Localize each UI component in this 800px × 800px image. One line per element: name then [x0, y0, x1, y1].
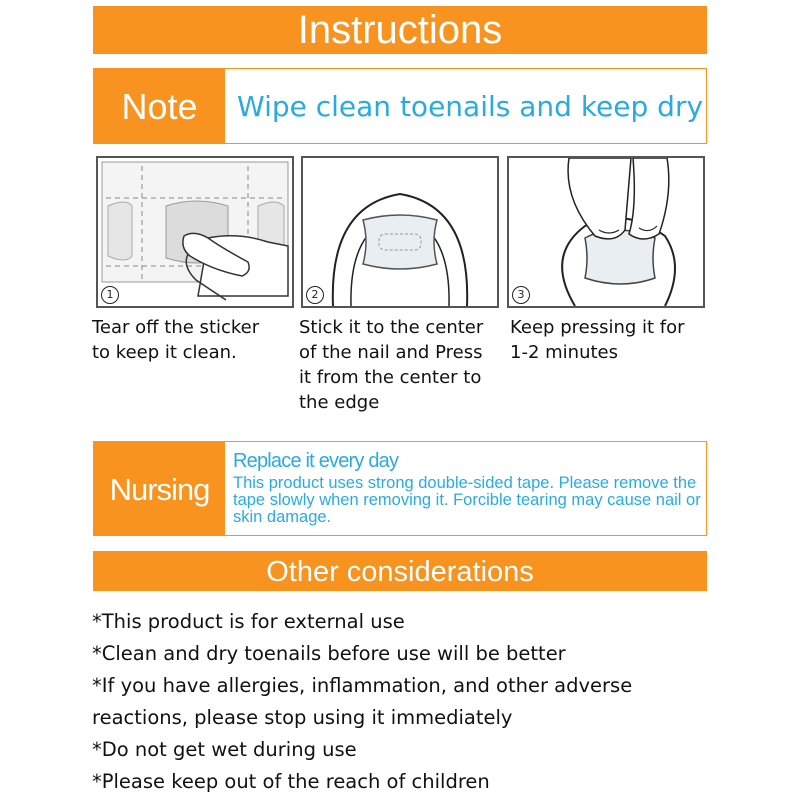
step-2-text: Stick it to the center of the nail and Press it from the center to the edge [299, 317, 484, 413]
step-1-text: Tear off the sticker to keep it clean. [92, 317, 260, 363]
list-item: *Please keep out of the reach of children [92, 770, 490, 793]
step-number-badge: 2 [306, 286, 324, 304]
step-number-badge: 3 [512, 286, 530, 304]
nursing-heading: Replace it every day [233, 450, 399, 472]
other-considerations-title: Other considerations [93, 551, 707, 591]
list-item: *Do not get wet during use [92, 738, 357, 761]
note-label: Note [94, 69, 225, 143]
step-1-illustration [96, 156, 294, 308]
list-item: *This product is for external use [92, 610, 405, 633]
toe-nail-illustration [303, 158, 497, 306]
tear-sticker-illustration [98, 158, 292, 306]
nursing-body: This product uses strong double-sided tape. Please remove the tape slowly when removing it. Forcible tearing may cause nail or skin damage. [233, 474, 701, 526]
note-section [93, 68, 707, 144]
nursing-section [93, 441, 707, 536]
instructions-title: Instructions [93, 6, 707, 54]
nursing-label: Nursing [94, 442, 225, 535]
press-sticker-illustration [509, 158, 703, 306]
list-item: *If you have allergies, inflammation, and other adverse reactions, please stop using it immediately [92, 674, 633, 729]
step-2-illustration [301, 156, 499, 308]
step-3-illustration [507, 156, 705, 308]
step-3-text: Keep pressing it for 1-2 minutes [510, 317, 685, 363]
list-item: *Clean and dry toenails before use will be better [92, 642, 566, 665]
considerations-list [92, 606, 732, 798]
step-number-badge: 1 [101, 286, 119, 304]
note-text: Wipe clean toenails and keep dry [237, 90, 704, 123]
